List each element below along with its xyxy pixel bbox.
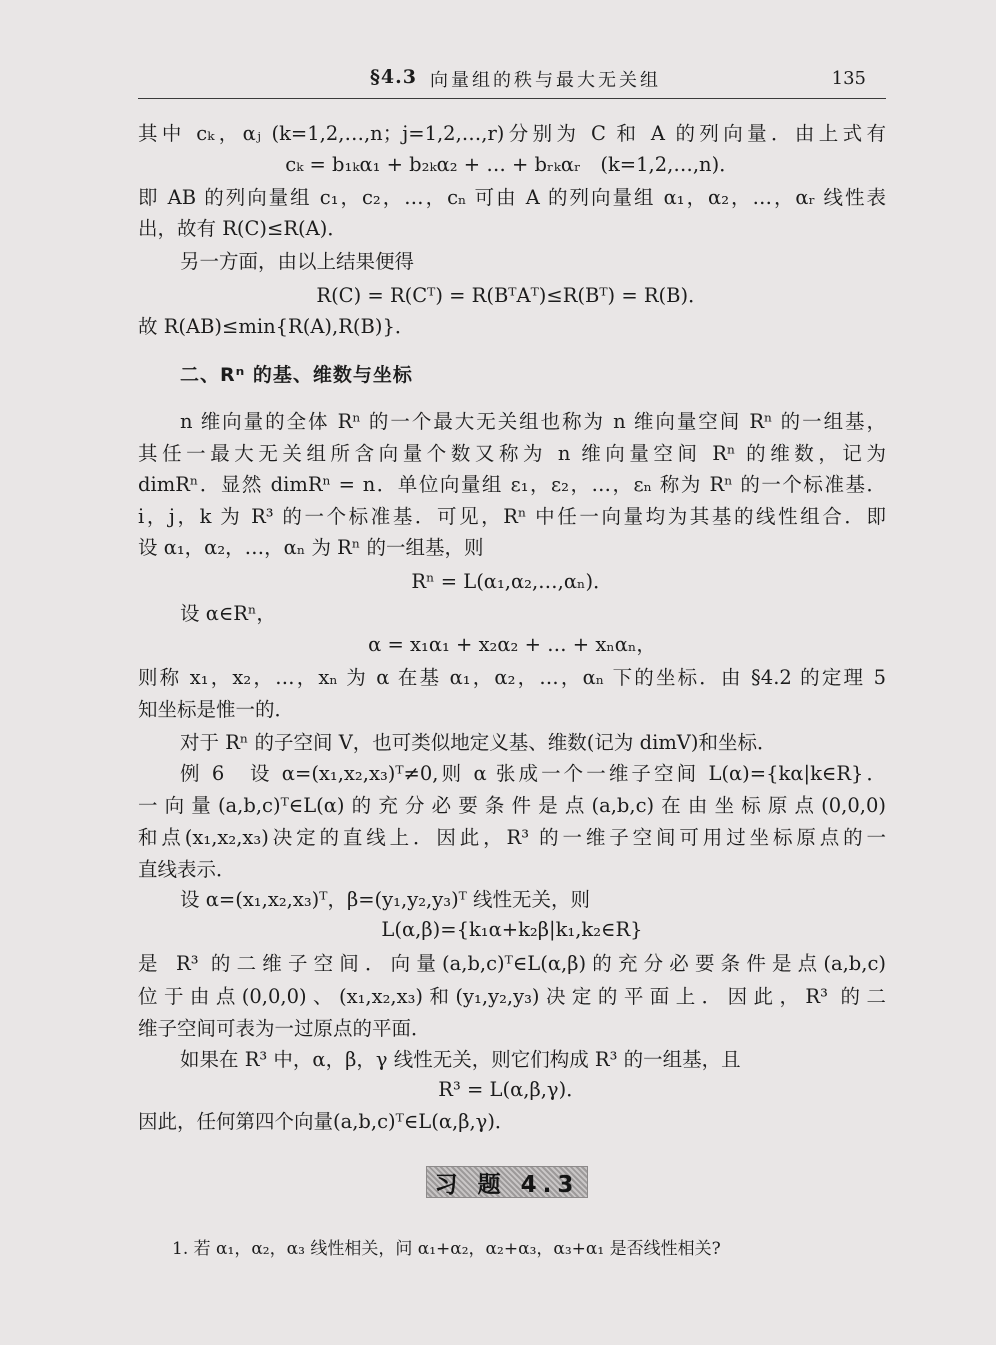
exercise-banner <box>426 1166 588 1198</box>
formula-line: Rⁿ = L(α₁,α₂,…,αₙ)． <box>411 570 613 593</box>
exercise-title: 习 题 4.3 <box>434 1171 580 1198</box>
header-section-number: §4.3 <box>370 66 417 88</box>
text-line: 一向量(a,b,c)ᵀ∈L(α)的充分必要条件是点(a,b,c)在由坐标原点(0,0,0) <box>138 794 886 817</box>
formula-line: L(α,β)={k₁α+k₂β|k₁,k₂∈R} <box>381 918 643 941</box>
formula-line: R(C) = R(Cᵀ) = R(BᵀAᵀ)≤R(Bᵀ) = R(B)． <box>316 284 708 307</box>
text-line: 其任一最大无关组所含向量个数又称为 n 维向量空间 Rⁿ 的维数，记为 <box>138 442 886 465</box>
text-line: 其中 cₖ，αⱼ (k=1,2,…,n；j=1,2,…,r)分别为 C 和 A 的列向量．由上式有 <box>138 122 886 145</box>
text-line: 是 R³ 的二维子空间．向量(a,b,c)ᵀ∈L(α,β)的充分必要条件是点(a,b,c) <box>138 952 886 975</box>
text-line: 出，故有 R(C)≤R(A)． <box>138 217 347 240</box>
text-line: i，j，k 为 R³ 的一个标准基．可见，Rⁿ 中任一向量均为其基的线性组合．即 <box>138 505 886 528</box>
text-line: 知坐标是惟一的． <box>138 698 295 721</box>
formula-line: R³ = L(α,β,γ)． <box>438 1078 586 1101</box>
text-line: 和点(x₁,x₂,x₃)决定的直线上．因此，R³ 的一维子空间可用过坐标原点的一 <box>138 826 886 849</box>
page-number: 135 <box>831 68 866 89</box>
example-line: 例 6 设 α=(x₁,x₂,x₃)ᵀ≠0,则 α 张成一个一维子空间 L(α)={kα|k∈R}． <box>180 762 886 785</box>
section-heading: 二、Rⁿ 的基、维数与坐标 <box>180 364 413 386</box>
text-line: 直线表示． <box>138 858 236 881</box>
text-line: n 维向量的全体 Rⁿ 的一个最大无关组也称为 n 维向量空间 Rⁿ 的一组基， <box>180 410 886 433</box>
text-line: 位于由点(0,0,0)、(x₁,x₂,x₃)和(y₁,y₂,y₃)决定的平面上．因此，R³ 的二 <box>138 985 886 1008</box>
header-section-title: 向量组的秩与最大无关组 <box>430 70 661 91</box>
running-header <box>138 62 886 99</box>
text-line: 设 α₁，α₂，…，αₙ 为 Rⁿ 的一组基，则 <box>138 536 484 559</box>
text-line: 设 α=(x₁,x₂,x₃)ᵀ，β=(y₁,y₂,y₃)ᵀ 线性无关，则 <box>180 888 591 911</box>
exercise-problem-1: 1. 若 α₁，α₂，α₃ 线性相关，问 α₁+α₂，α₂+α₃，α₃+α₁ 是否线性相关? <box>172 1239 721 1259</box>
formula-line: cₖ = b₁ₖα₁ + b₂ₖα₂ + … + bᵣₖαᵣ (k=1,2,…,n)． <box>285 153 739 176</box>
text-line: 如果在 R³ 中，α，β，γ 线性无关，则它们构成 R³ 的一组基，且 <box>180 1048 741 1071</box>
text-line: 维子空间可表为一过原点的平面． <box>138 1017 431 1040</box>
text-line: 即 AB 的列向量组 c₁，c₂，…，cₙ 可由 A 的列向量组 α₁，α₂，…，αᵣ 线性表 <box>138 186 886 209</box>
text-line: 故 R(AB)≤min{R(A),R(B)}． <box>138 315 415 338</box>
text-line: 因此，任何第四个向量(a,b,c)ᵀ∈L(α,β,γ)． <box>138 1110 515 1133</box>
text-line: 则称 x₁，x₂，…，xₙ 为 α 在基 α₁，α₂，…，αₙ 下的坐标．由 §4.2 的定理 5 <box>138 666 886 689</box>
text-line: 另一方面，由以上结果便得 <box>180 250 415 273</box>
text-line: 设 α∈Rⁿ， <box>180 602 276 625</box>
text-line: dimRⁿ．显然 dimRⁿ = n．单位向量组 ε₁，ε₂，…，εₙ 称为 Rⁿ 的一个标准基． <box>138 473 886 496</box>
formula-line: α = x₁α₁ + x₂α₂ + … + xₙαₙ， <box>368 633 656 656</box>
text-line: 对于 Rⁿ 的子空间 V，也可类似地定义基、维数(记为 dimV)和坐标． <box>180 731 777 754</box>
